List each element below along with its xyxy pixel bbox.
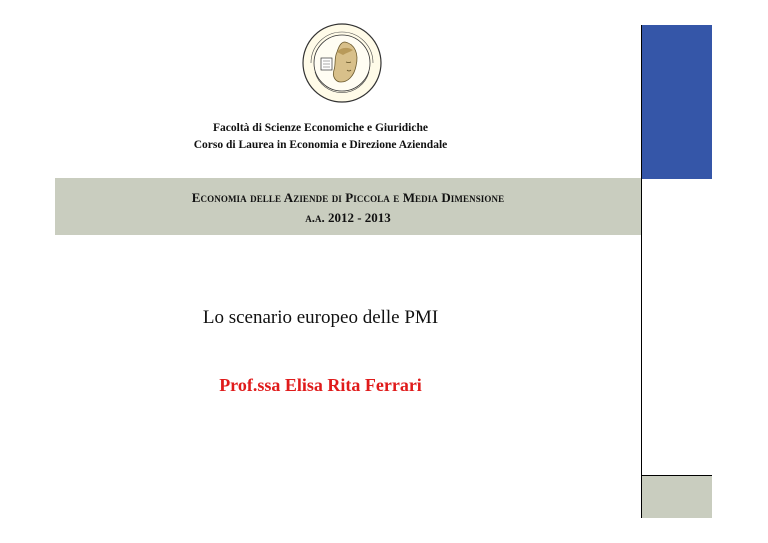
academic-year-prefix: a.a. <box>305 210 325 225</box>
seal-icon <box>301 22 383 104</box>
author-name: Prof.ssa Elisa Rita Ferrari <box>219 375 422 395</box>
slide-title: Lo scenario europeo delle PMI <box>202 307 439 328</box>
degree-course-name: Corso di Laurea in Economia e Direzione Aziendale <box>193 139 448 151</box>
university-seal-logo <box>301 22 383 104</box>
grey-accent-block <box>642 476 712 518</box>
faculty-name: Facoltà di Scienze Economiche e Giuridiche <box>213 122 428 134</box>
course-title: Economia delle Aziende di Piccola e Media Dimensione <box>191 190 505 205</box>
academic-year <box>55 210 641 226</box>
blue-accent-block <box>642 25 712 179</box>
academic-year-value: 2012 - 2013 <box>327 210 391 225</box>
course-band <box>55 178 641 235</box>
